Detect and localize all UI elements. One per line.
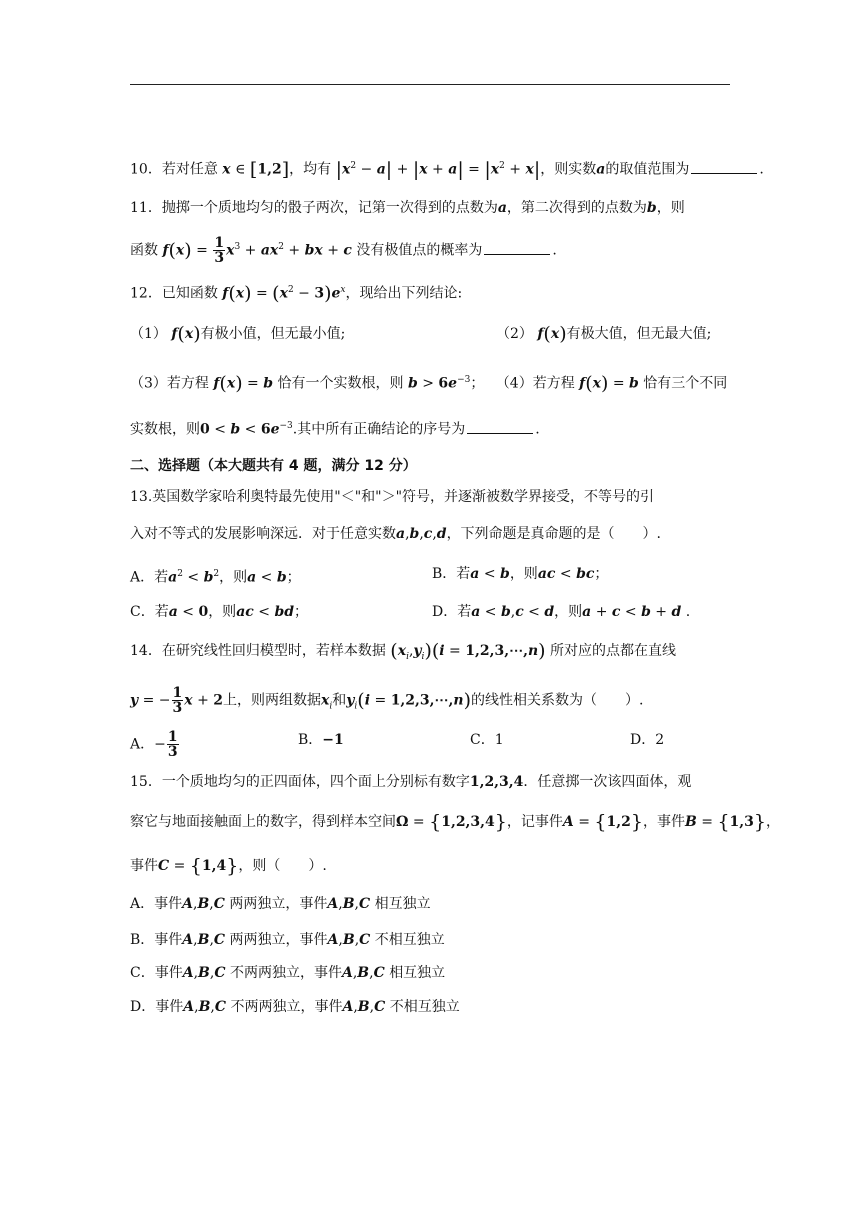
q12-conclusion-1: （1） f(x)有极小值，但无最小值; xyxy=(130,323,346,345)
q10-text-d: 的取值范围为 xyxy=(605,161,690,178)
section-heading: 二、选择题（本大题共有 4 题，满分 12 分） xyxy=(130,458,417,474)
question-15-line-1: 15．一个质地均匀的正四面体，四个面上分别标有数字1,2,3,4．任意掷一次该四面体，观 xyxy=(130,774,692,790)
q12-conclusion-3-4: （3）若方程 f(x) = b 恰有一个实数根，则 $b > 6e^{-3}$； （4）若方程 f(x) = b 恰有三个不同 xyxy=(130,372,728,395)
q12-conclusion-2: （2） f(x)有极大值，但无最大值; xyxy=(496,323,712,345)
q15-option-d[interactable]: D．事件A,B,C 不两两独立，事件A,B,C 不相互独立 xyxy=(130,999,460,1015)
q13-option-b[interactable]: B．若a < b，则ac < bc； xyxy=(432,566,609,582)
q12-line-4: 实数根，则$0 < b < 6e^{-3}$.其中所有正确结论的序号为 . xyxy=(130,421,540,438)
question-15-line-3: 事件C = {1,4}，则（ ）. xyxy=(130,855,327,877)
question-11-line-2: 函数 f(x) = $\frac{1}{3}$ $x^3 + ax^2$ + bx + c 没有极值点的概率为 . xyxy=(130,235,557,266)
q10-text-a: 10．若对任意 xyxy=(130,161,218,178)
question-13-line-1: 13.英国数学家哈利奥特最先使用"＜"和"＞"符号，并逐渐被数学界接受，不等号的引 xyxy=(130,489,655,505)
question-13-line-2: 入对不等式的发展影响深远．对于任意实数a,b,c,d，下列命题是真命题的是（ ）. xyxy=(130,526,662,542)
q15-option-c[interactable]: C．事件A,B,C 不两两独立，事件A,B,C 相互独立 xyxy=(130,965,446,981)
q15-option-a[interactable]: A．事件A,B,C 两两独立，事件A,B,C 相互独立 xyxy=(130,896,431,912)
q13-option-a[interactable]: A．若$a^2 < b^2$，则a < b； xyxy=(130,569,301,586)
question-14-line-2: y = − $\frac{1}{3}$ x + 2上，则两组数据$x_i$和$y_i(i$ = 1,2,3,⋯,n)的线性相关系数为（ ）. xyxy=(130,685,644,716)
q14-option-d[interactable]: D．2 xyxy=(630,732,665,748)
question-14-line-1: 14．在研究线性回归模型时，若样本数据 $(x_i,y_i)(i$ = 1,2,3,⋯,n) 所对应的点都在直线 xyxy=(130,640,677,662)
question-15-line-2: 察它与地面接触面上的数字，得到样本空间Ω = {1,2,3,4}，记事件A = {1,2}，事件B = {1,3}， xyxy=(130,811,780,833)
q10-text-c: ，则实数 xyxy=(540,161,597,178)
q13-option-c[interactable]: C．若a < 0，则ac < bd； xyxy=(130,604,309,620)
answer-blank[interactable] xyxy=(467,421,533,434)
q14-option-b[interactable]: B．−1 xyxy=(298,732,344,748)
question-10: 10．若对任意 x ∈ [1,2]，均有 $|x^2 - a| + |x + a| = |x^2 + x|$，则实数a的取值范围为 . xyxy=(130,158,764,181)
question-11-line-1: 11．抛掷一个质地均匀的骰子两次，记第一次得到的点数为a，第二次得到的点数为b，则 xyxy=(130,200,685,216)
answer-blank[interactable] xyxy=(691,161,757,174)
q14-option-a[interactable]: A．− $\frac{1}{3}$ xyxy=(130,729,178,760)
q10-text-b: ，均有 xyxy=(289,161,332,178)
q15-option-b[interactable]: B．事件A,B,C 两两独立，事件A,B,C 不相互独立 xyxy=(130,932,445,948)
q14-option-c[interactable]: C．1 xyxy=(470,732,504,748)
q13-option-d[interactable]: D．若a < b,c < d，则a + c < b + d . xyxy=(432,604,691,620)
question-12-stem: 12．已知函数 $f(x) = (x^2 - 3)e^x$，现给出下列结论: xyxy=(130,282,463,305)
header-rule xyxy=(130,84,730,85)
answer-blank[interactable] xyxy=(484,242,550,255)
